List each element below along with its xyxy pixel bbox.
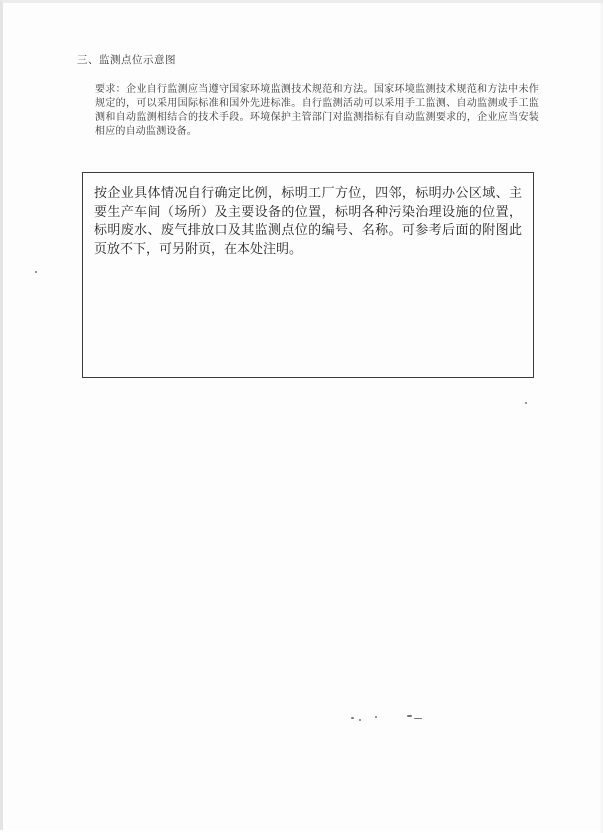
scan-speck bbox=[414, 718, 422, 719]
scan-speck bbox=[359, 719, 361, 721]
box-instruction-text: 按企业具体情况自行确定比例，标明工厂方位，四邻，标明办公区域、主要生产车间（场所）及主要设备的位置，标明各种污染治理设施的位置，标明废水、废气排放口及其监测点位的编号、名称。可参考后面的附图此页放不下，可另附页，在本处注明。 bbox=[94, 186, 522, 257]
scan-speck bbox=[407, 715, 412, 717]
section-heading: 三、监测点位示意图 bbox=[77, 54, 176, 66]
scan-speck bbox=[525, 402, 527, 404]
monitoring-diagram-box bbox=[82, 172, 534, 378]
page-edge-shadow bbox=[599, 3, 603, 833]
scan-speck bbox=[35, 271, 37, 273]
scan-speck bbox=[351, 717, 354, 719]
requirement-paragraph: 要求：企业自行监测应当遵守国家环境监测技术规范和方法。国家环境监测技术规范和方法中未作规定的，可以采用国际标准和国外先进标准。自行监测活动可以采用手工监测、自动监测或手工监测和自动监测相结合的技术手段。环境保护主管部门对监测指标有自动监测要求的，企业应当安装相应的自动监测设备。 bbox=[95, 84, 539, 137]
scan-speck bbox=[375, 716, 377, 718]
